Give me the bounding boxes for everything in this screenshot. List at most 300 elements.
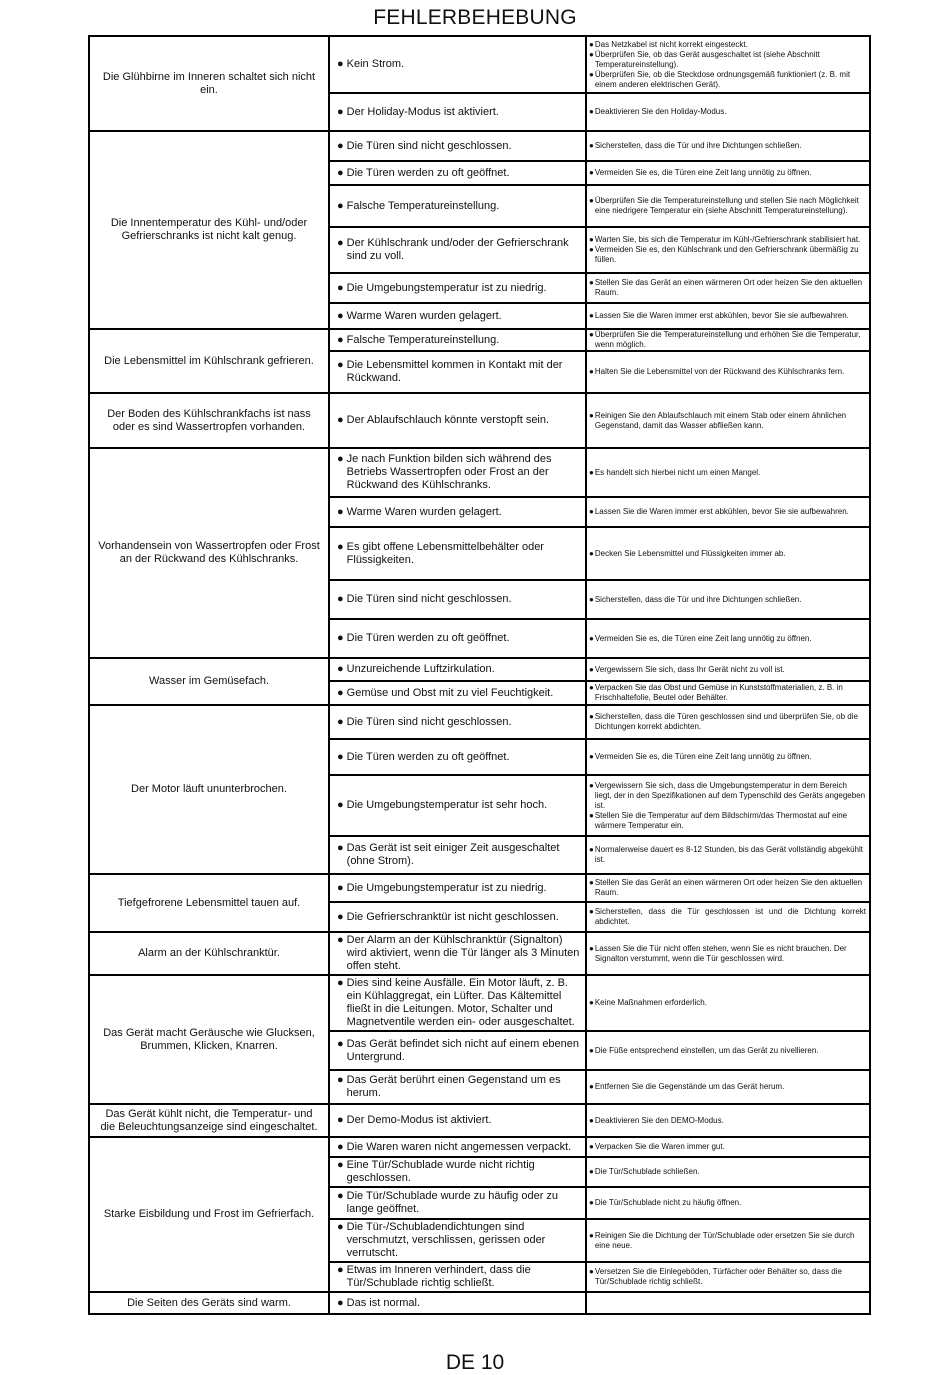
cause-cell xyxy=(329,1070,586,1104)
table-row xyxy=(89,705,870,739)
solution-text: Versetzen Sie die Einlegeböden, Türfächer oder Behälter so, dass die Tür/Schublade richtig schließt. xyxy=(594,1267,842,1286)
cause-item xyxy=(330,333,585,348)
cause-text: Die Türen sind nicht geschlossen. xyxy=(346,715,512,728)
solution-item xyxy=(587,845,869,865)
bullet-icon: ● xyxy=(589,548,594,558)
solution-text: Vergewissern Sie sich, dass Ihr Gerät nicht zu voll ist. xyxy=(594,664,785,674)
page-title: FEHLERBEHEBUNG xyxy=(373,6,577,29)
bullet-icon: ● xyxy=(589,467,594,477)
solution-text: Überprüfen Sie, ob das Gerät ausgeschaltet ist (siehe Abschnitt Temperatureinstellung). xyxy=(594,49,820,69)
solution-item xyxy=(587,1267,869,1287)
solution-item xyxy=(587,998,869,1008)
solution-text: Keine Maßnahmen erforderlich. xyxy=(594,998,707,1007)
bullet-icon: ● xyxy=(589,712,594,721)
cause-cell xyxy=(329,975,586,1031)
solution-cell xyxy=(586,1187,870,1219)
solution-cell xyxy=(586,1137,870,1157)
cause-text: Die Türen werden zu oft geöffnet. xyxy=(346,166,510,179)
cause-text: Die Tür-/Schubladendichtungen sind verschmutzt, verschlissen, gerissen oder verrutscht. xyxy=(346,1221,546,1259)
solution-item xyxy=(587,1198,869,1208)
bullet-icon: ● xyxy=(589,168,594,177)
cause-item xyxy=(330,236,585,264)
cause-cell xyxy=(329,161,586,185)
cause-text: Die Türen werden zu oft geöffnet. xyxy=(346,632,510,644)
bullet-icon: ● xyxy=(589,410,594,420)
bullet-icon: ● xyxy=(337,1264,344,1276)
cause-text: Die Gefrierschranktür ist nicht geschlossen. xyxy=(346,910,559,923)
solution-item xyxy=(587,311,869,321)
solution-item xyxy=(587,1167,869,1177)
bullet-icon: ● xyxy=(337,1037,344,1050)
solution-item xyxy=(587,878,869,898)
bullet-icon: ● xyxy=(589,998,594,1007)
solution-text: Vermeiden Sie es, die Türen eine Zeit lang unnötig zu öffnen. xyxy=(594,168,812,177)
solution-text: Reinigen Sie den Ablaufschlauch mit einem Stab oder einem ähnlichen Gegenstand, damit das Wasser abfließen kann. xyxy=(594,410,847,430)
solution-item xyxy=(587,1046,869,1056)
problem-cell: Das Gerät kühlt nicht, die Temperatur- und die Beleuchtungsanzeige sind eingeschaltet. xyxy=(89,1104,329,1137)
cause-cell xyxy=(329,619,586,658)
solution-text: Die Füße entsprechend einstellen, um das Gerät zu nivellieren. xyxy=(594,1045,819,1055)
cause-text: Falsche Temperatureinstellung. xyxy=(346,333,500,346)
bullet-icon: ● xyxy=(337,663,344,675)
solution-text: Warten Sie, bis sich die Temperatur im Kühl-/Gefrierschrank stabilisiert hat. xyxy=(594,235,861,244)
cause-text: Warme Waren wurden gelagert. xyxy=(346,505,502,518)
cause-text: Dies sind keine Ausfälle. Ein Motor läuft, z. B. ein Kühlaggregat, ein Lüfter. Das Kältemittel fließt in die Leitungen. Motor, Schalter und Magnetventile werden ein- oder ausgeschaltet. xyxy=(346,977,575,1028)
cause-text: Unzureichende Luftzirkulation. xyxy=(346,663,495,675)
solution-cell xyxy=(586,161,870,185)
bullet-icon: ● xyxy=(337,715,344,728)
bullet-icon: ● xyxy=(337,237,344,249)
solution-text: Überprüfen Sie, ob die Steckdose ordnungsgemäß funktioniert (z. B. mit einem anderen elektrischen Gerät). xyxy=(594,69,851,89)
bullet-icon: ● xyxy=(589,245,594,254)
solution-text: Überprüfen Sie die Temperatureinstellung und stellen Sie nach Möglichkeit eine niedrigere Temperatur ein (siehe Abschnitt Temperatureinstellung). xyxy=(594,196,859,215)
cause-item xyxy=(330,841,585,869)
bullet-icon: ● xyxy=(589,69,594,79)
bullet-icon: ● xyxy=(337,799,344,811)
cause-item xyxy=(330,505,585,520)
solution-cell xyxy=(586,303,870,329)
bullet-icon: ● xyxy=(589,594,594,604)
solution-item xyxy=(587,549,869,559)
solution-item xyxy=(587,1231,869,1251)
bullet-icon: ● xyxy=(589,367,594,376)
solution-item xyxy=(587,50,869,70)
cause-text: Der Demo-Modus ist aktiviert. xyxy=(346,1114,492,1126)
problem-cell: Starke Eisbildung und Frost im Gefrierfach. xyxy=(89,1137,329,1292)
bullet-icon: ● xyxy=(589,683,594,692)
solution-text: Halten Sie die Lebensmittel von der Rückwand des Kühlschranks fern. xyxy=(594,367,845,376)
cause-item xyxy=(330,798,585,813)
cause-text: Das Gerät berührt einen Gegenstand um es herum. xyxy=(346,1074,561,1099)
cause-item xyxy=(330,540,585,568)
bullet-icon: ● xyxy=(589,633,594,643)
cause-item xyxy=(330,662,585,677)
bullet-icon: ● xyxy=(337,977,344,989)
solution-text: Überprüfen Sie die Temperatureinstellung und erhöhen Sie die Temperatur, wenn möglich. xyxy=(594,330,861,349)
cause-cell xyxy=(329,580,586,619)
cause-text: Das ist normal. xyxy=(346,1296,421,1309)
bullet-icon: ● xyxy=(589,1115,594,1125)
cause-text: Das Gerät befindet sich nicht auf einem ebenen Untergrund. xyxy=(346,1037,580,1063)
solution-cell xyxy=(586,874,870,902)
table-row xyxy=(89,874,870,902)
problem-cell: Tiefgefrorene Lebensmittel tauen auf. xyxy=(89,874,329,932)
bullet-icon: ● xyxy=(589,507,594,516)
solution-text: Entfernen Sie die Gegenstände um das Gerät herum. xyxy=(594,1082,785,1091)
bullet-icon: ● xyxy=(337,1074,344,1086)
bullet-icon: ● xyxy=(589,107,594,116)
bullet-icon: ● xyxy=(589,664,594,674)
cause-cell xyxy=(329,1187,586,1219)
solution-text: Verpacken Sie das Obst und Gemüse in Kunststoffmaterialien, z. B. in Frischhaltefolie, Beutel oder Behälter. xyxy=(594,683,843,702)
solution-text: Vermeiden Sie es, die Türen eine Zeit lang unnötig zu öffnen. xyxy=(594,633,812,643)
solution-item xyxy=(587,595,869,605)
cause-cell xyxy=(329,739,586,775)
solution-item xyxy=(587,168,869,178)
solution-cell xyxy=(586,902,870,932)
problem-cell: Der Motor läuft ununterbrochen. xyxy=(89,705,329,874)
solution-item xyxy=(587,507,869,517)
cause-item xyxy=(330,452,585,493)
solution-item xyxy=(587,634,869,644)
solution-cell xyxy=(586,580,870,619)
cause-text: Die Umgebungstemperatur ist sehr hoch. xyxy=(346,799,548,811)
cause-text: Die Türen sind nicht geschlossen. xyxy=(346,139,512,152)
solution-item xyxy=(587,665,869,675)
solution-cell xyxy=(586,185,870,227)
bullet-icon: ● xyxy=(337,1221,344,1233)
table-row xyxy=(89,1137,870,1157)
bullet-icon: ● xyxy=(337,166,344,179)
solution-item xyxy=(587,1142,869,1152)
cause-item xyxy=(330,750,585,765)
solution-cell xyxy=(586,36,870,93)
cause-cell xyxy=(329,185,586,227)
bullet-icon: ● xyxy=(337,910,344,923)
bullet-icon: ● xyxy=(589,1230,594,1240)
cause-text: Der Alarm an der Kühlschranktür (Signalton) wird aktiviert, wenn die Tür länger als 3 Minuten offen steht. xyxy=(346,934,580,972)
cause-item xyxy=(330,1037,585,1065)
problem-cell: Die Glühbirne im Inneren schaltet sich nicht ein. xyxy=(89,36,329,131)
bullet-icon: ● xyxy=(337,1159,344,1171)
bullet-icon: ● xyxy=(589,330,594,339)
solution-text: Vergewissern Sie sich, dass die Umgebungstemperatur in dem Bereich liegt, der in den Spezifikationen auf dem Typenschild des Geräts angegeben ist. xyxy=(594,780,866,810)
cause-cell xyxy=(329,1157,586,1187)
cause-text: Gemüse und Obst mit zu viel Feuchtigkeit. xyxy=(346,686,554,699)
cause-text: Der Kühlschrank und/oder der Gefrierschrank sind zu voll. xyxy=(346,237,569,262)
bullet-icon: ● xyxy=(337,453,344,465)
cause-item xyxy=(330,166,585,181)
cause-text: Warme Waren wurden gelagert. xyxy=(346,309,502,322)
solution-cell xyxy=(586,351,870,393)
solution-text: Reinigen Sie die Dichtung der Tür/Schublade oder ersetzen Sie sie durch eine neue. xyxy=(594,1230,855,1250)
table-row xyxy=(89,393,870,448)
bullet-icon: ● xyxy=(589,1267,594,1276)
cause-cell xyxy=(329,93,586,131)
solution-item xyxy=(587,141,869,151)
solution-cell xyxy=(586,1292,870,1314)
solution-item xyxy=(587,70,869,90)
cause-cell xyxy=(329,497,586,527)
cause-item xyxy=(330,1140,585,1155)
solution-item xyxy=(587,944,869,964)
solution-cell xyxy=(586,658,870,681)
solution-text: Stellen Sie das Gerät an einen wärmeren Ort oder heizen Sie den aktuellen Raum. xyxy=(594,878,863,897)
solution-item xyxy=(587,752,869,762)
bullet-icon: ● xyxy=(337,139,344,152)
bullet-icon: ● xyxy=(589,810,594,820)
solution-item xyxy=(587,107,869,117)
cause-text: Die Lebensmittel kommen in Kontakt mit der Rückwand. xyxy=(346,359,563,384)
cause-text: Je nach Funktion bilden sich während des Betriebs Wassertropfen oder Frost an der Rückwand des Kühlschranks. xyxy=(346,453,552,491)
cause-item xyxy=(330,199,585,214)
cause-text: Die Umgebungstemperatur ist zu niedrig. xyxy=(346,281,547,294)
solution-cell xyxy=(586,1070,870,1104)
page-number: DE 10 xyxy=(445,1351,505,1374)
bullet-icon: ● xyxy=(589,1082,594,1091)
cause-cell xyxy=(329,227,586,273)
cause-text: Der Holiday-Modus ist aktiviert. xyxy=(346,105,499,118)
problem-cell: Vorhandensein von Wassertropfen oder Frost an der Rückwand des Kühlschranks. xyxy=(89,448,329,658)
cause-item xyxy=(330,933,585,974)
solution-cell xyxy=(586,775,870,836)
solution-item xyxy=(587,235,869,245)
cause-cell xyxy=(329,36,586,93)
solution-cell xyxy=(586,1104,870,1137)
solution-item xyxy=(587,367,869,377)
solution-text: Das Netzkabel ist nicht korrekt eingesteckt. xyxy=(594,39,748,49)
solution-cell xyxy=(586,497,870,527)
cause-text: Die Tür/Schublade wurde zu häufig oder zu lange geöffnet. xyxy=(346,1190,559,1215)
solution-cell xyxy=(586,836,870,874)
cause-cell xyxy=(329,658,586,681)
solution-cell xyxy=(586,329,870,351)
table-row xyxy=(89,1104,870,1137)
cause-cell xyxy=(329,1104,586,1137)
cause-cell xyxy=(329,775,586,836)
cause-cell xyxy=(329,705,586,739)
solution-text: Normalerweise dauert es 8-12 Stunden, bis das Gerät vollständig abgekühlt ist. xyxy=(594,845,863,864)
cause-item xyxy=(330,413,585,428)
bullet-icon: ● xyxy=(589,752,594,761)
solution-item xyxy=(587,1082,869,1092)
cause-text: Kein Strom. xyxy=(346,58,405,70)
bullet-icon: ● xyxy=(589,141,594,150)
solution-text: Lassen Sie die Tür nicht offen stehen, wenn Sie es nicht brauchen. Der Signalton verstummt, wenn die Tür geschlossen wird. xyxy=(594,943,847,963)
solution-cell xyxy=(586,448,870,497)
bullet-icon: ● xyxy=(337,505,344,518)
bullet-icon: ● xyxy=(589,1167,594,1176)
solution-item xyxy=(587,683,869,703)
table-row xyxy=(89,932,870,975)
problem-cell: Die Innentemperatur des Kühl- und/oder Gefrierschranks ist nicht kalt genug. xyxy=(89,131,329,329)
table-row xyxy=(89,131,870,161)
cause-text: Falsche Temperatureinstellung. xyxy=(346,199,500,212)
cause-text: Die Türen sind nicht geschlossen. xyxy=(346,593,512,605)
cause-item xyxy=(330,358,585,386)
solution-text: Verpacken Sie die Waren immer gut. xyxy=(594,1142,725,1151)
cause-cell xyxy=(329,681,586,705)
problem-cell: Die Seiten des Geräts sind warm. xyxy=(89,1292,329,1314)
solution-cell xyxy=(586,932,870,975)
table-row xyxy=(89,448,870,497)
bullet-icon: ● xyxy=(337,1296,344,1309)
bullet-icon: ● xyxy=(589,39,594,49)
problem-cell: Wasser im Gemüsefach. xyxy=(89,658,329,705)
cause-cell xyxy=(329,932,586,975)
solution-text: Die Tür/Schublade nicht zu häufig öffnen. xyxy=(594,1198,742,1207)
cause-item xyxy=(330,1296,585,1311)
bullet-icon: ● xyxy=(589,278,594,287)
table-row xyxy=(89,36,870,93)
cause-cell xyxy=(329,836,586,874)
problem-cell: Die Lebensmittel im Kühlschrank gefrieren. xyxy=(89,329,329,393)
cause-item xyxy=(330,686,585,701)
solution-text: Lassen Sie die Waren immer erst abkühlen, bevor Sie sie aufbewahren. xyxy=(594,507,849,516)
solution-item xyxy=(587,781,869,811)
bullet-icon: ● xyxy=(337,934,344,946)
solution-item xyxy=(587,811,869,831)
solution-cell xyxy=(586,975,870,1031)
bullet-icon: ● xyxy=(589,1198,594,1207)
cause-cell xyxy=(329,303,586,329)
solution-cell xyxy=(586,619,870,658)
cause-item xyxy=(330,1158,585,1186)
solution-cell xyxy=(586,527,870,580)
solution-cell xyxy=(586,1031,870,1070)
solution-text: Deaktivieren Sie den DEMO-Modus. xyxy=(594,1115,724,1125)
bullet-icon: ● xyxy=(337,359,344,371)
solution-cell xyxy=(586,1262,870,1292)
solution-text: Sicherstellen, dass die Tür und ihre Dichtungen schließen. xyxy=(594,141,802,150)
solution-text: Sicherstellen, dass die Tür geschlossen ist und die Dichtung korrekt abdichtet. xyxy=(594,907,866,926)
solution-cell xyxy=(586,739,870,775)
cause-item xyxy=(330,105,585,120)
cause-item xyxy=(330,976,585,1030)
solution-cell xyxy=(586,1157,870,1187)
solution-cell xyxy=(586,273,870,303)
solution-item xyxy=(587,330,869,350)
cause-item xyxy=(330,631,585,646)
cause-text: Das Gerät ist seit einiger Zeit ausgeschaltet (ohne Strom). xyxy=(346,842,560,867)
cause-item xyxy=(330,1189,585,1217)
problem-cell: Der Boden des Kühlschrankfachs ist nass oder es sind Wassertropfen vorhanden. xyxy=(89,393,329,448)
cause-text: Eine Tür/Schublade wurde nicht richtig geschlossen. xyxy=(346,1159,535,1184)
bullet-icon: ● xyxy=(337,540,344,553)
solution-item xyxy=(587,245,869,265)
cause-cell xyxy=(329,874,586,902)
bullet-icon: ● xyxy=(337,105,344,118)
cause-cell xyxy=(329,527,586,580)
bullet-icon: ● xyxy=(589,943,594,953)
bullet-icon: ● xyxy=(337,842,344,854)
solution-cell xyxy=(586,93,870,131)
cause-cell xyxy=(329,1137,586,1157)
bullet-icon: ● xyxy=(337,1190,344,1202)
cause-text: Die Umgebungstemperatur ist zu niedrig. xyxy=(346,881,547,894)
cause-cell xyxy=(329,351,586,393)
table-row xyxy=(89,658,870,681)
bullet-icon: ● xyxy=(589,878,594,887)
solution-text: Sicherstellen, dass die Türen geschlossen sind und überprüfen Sie, ob die Dichtungen korrekt abdichten. xyxy=(594,712,858,731)
bullet-icon: ● xyxy=(337,333,344,346)
bullet-icon: ● xyxy=(589,196,594,205)
cause-text: Es gibt offene Lebensmittelbehälter oder Flüssigkeiten. xyxy=(346,540,544,566)
cause-cell xyxy=(329,1219,586,1262)
solution-text: Decken Sie Lebensmittel und Flüssigkeiten immer ab. xyxy=(594,548,786,558)
solution-text: Deaktivieren Sie den Holiday-Modus. xyxy=(594,107,727,116)
solution-cell xyxy=(586,705,870,739)
troubleshooting-table xyxy=(88,35,871,1315)
table-row xyxy=(89,1292,870,1314)
table-row xyxy=(89,329,870,351)
solution-text: Vermeiden Sie es, den Kühlschrank und den Gefrierschrank übermäßig zu füllen. xyxy=(594,245,859,264)
bullet-icon: ● xyxy=(337,414,344,426)
solution-text: Die Tür/Schublade schließen. xyxy=(594,1167,700,1176)
cause-item xyxy=(330,592,585,607)
solution-item xyxy=(587,196,869,216)
cause-text: Etwas im Inneren verhindert, dass die Tür/Schublade richtig schließt. xyxy=(346,1264,531,1289)
cause-cell xyxy=(329,1031,586,1070)
cause-item xyxy=(330,1073,585,1101)
cause-item xyxy=(330,1220,585,1261)
cause-item xyxy=(330,309,585,324)
cause-cell xyxy=(329,1292,586,1314)
bullet-icon: ● xyxy=(337,281,344,294)
solution-item xyxy=(587,278,869,298)
bullet-icon: ● xyxy=(337,686,344,699)
bullet-icon: ● xyxy=(589,49,594,59)
bullet-icon: ● xyxy=(337,593,344,605)
solution-cell xyxy=(586,393,870,448)
cause-text: Der Ablaufschlauch könnte verstopft sein. xyxy=(346,414,550,426)
cause-item xyxy=(330,910,585,925)
cause-text: Die Türen werden zu oft geöffnet. xyxy=(346,750,510,763)
bullet-icon: ● xyxy=(589,311,594,320)
cause-cell xyxy=(329,448,586,497)
solution-cell xyxy=(586,227,870,273)
bullet-icon: ● xyxy=(337,632,344,644)
cause-cell xyxy=(329,329,586,351)
cause-item xyxy=(330,139,585,154)
solution-text: Vermeiden Sie es, die Türen eine Zeit lang unnötig zu öffnen. xyxy=(594,752,812,761)
table-row xyxy=(89,975,870,1031)
bullet-icon: ● xyxy=(589,845,594,854)
bullet-icon: ● xyxy=(337,199,344,212)
solution-item xyxy=(587,411,869,431)
problem-cell: Alarm an der Kühlschranktür. xyxy=(89,932,329,975)
solution-text: Stellen Sie die Temperatur auf dem Bildschirm/das Thermostat auf eine wärmere Temperatur ein. xyxy=(594,810,848,830)
bullet-icon: ● xyxy=(589,907,594,916)
cause-cell xyxy=(329,393,586,448)
cause-item xyxy=(330,1263,585,1291)
cause-item xyxy=(330,281,585,296)
solution-cell xyxy=(586,1219,870,1262)
bullet-icon: ● xyxy=(337,750,344,763)
bullet-icon: ● xyxy=(589,780,594,790)
bullet-icon: ● xyxy=(337,1114,344,1126)
cause-text: Die Waren waren nicht angemessen verpackt. xyxy=(346,1140,572,1153)
solution-cell xyxy=(586,681,870,705)
bullet-icon: ● xyxy=(589,1045,594,1055)
solution-text: Sicherstellen, dass die Tür und ihre Dichtungen schließen. xyxy=(594,594,802,604)
cause-cell xyxy=(329,902,586,932)
bullet-icon: ● xyxy=(589,235,594,244)
cause-item xyxy=(330,1113,585,1128)
solution-item xyxy=(587,40,869,50)
cause-item xyxy=(330,715,585,730)
bullet-icon: ● xyxy=(337,1140,344,1153)
